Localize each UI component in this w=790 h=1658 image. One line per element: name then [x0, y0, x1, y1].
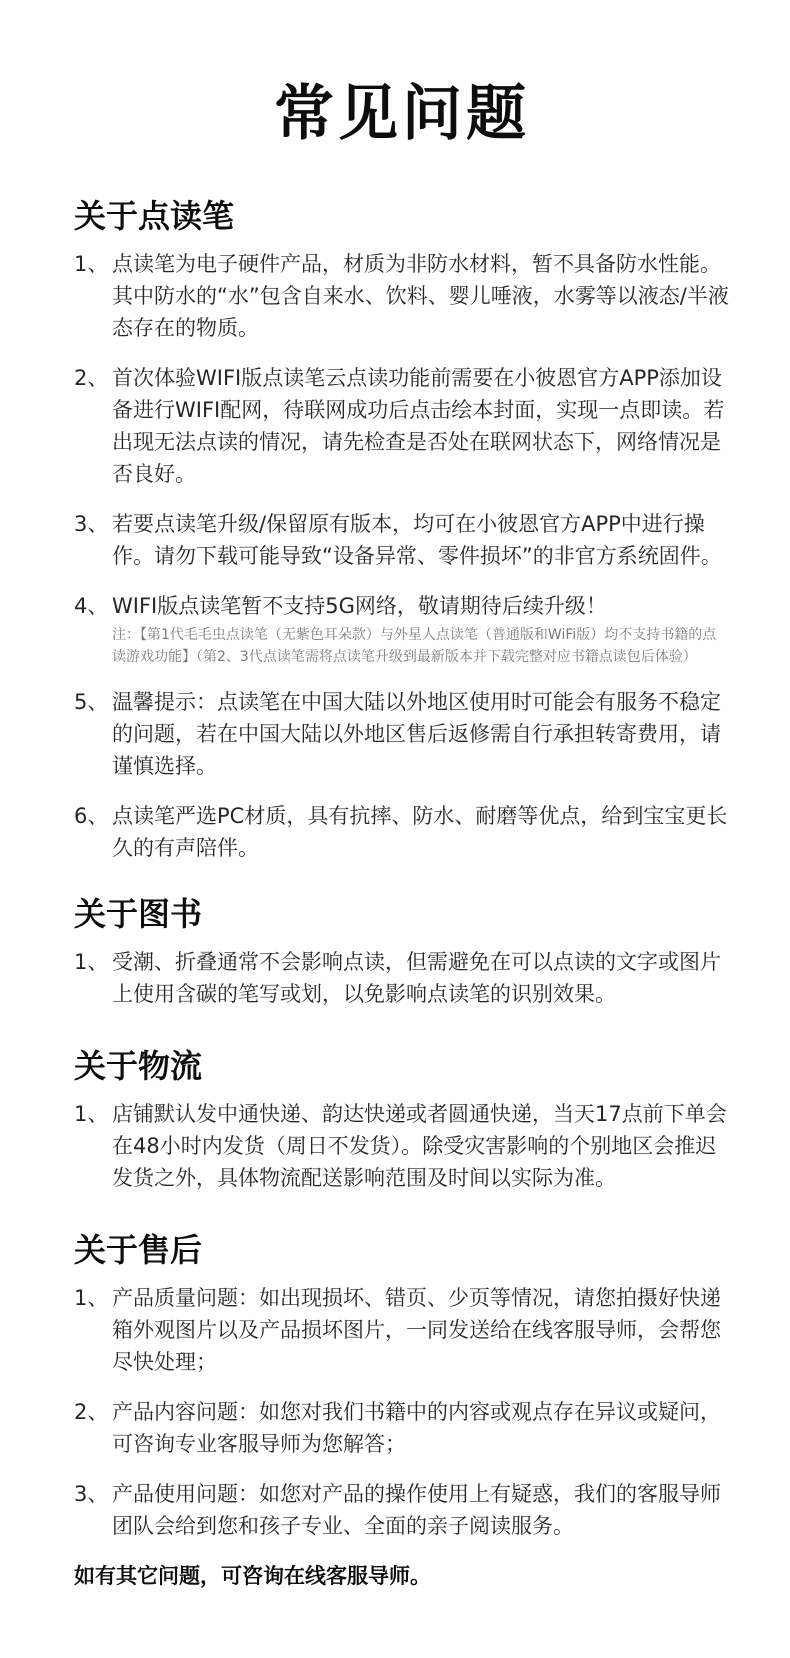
- list-item: [74, 800, 730, 864]
- item-number: 1、: [74, 1102, 109, 1126]
- list-item: [74, 1396, 730, 1460]
- item-number: 5、: [74, 690, 109, 714]
- faq-list: [74, 946, 730, 1010]
- item-text: WIFI版点读笔暂不支持5G网络，敬请期待后续升级！: [112, 594, 607, 618]
- spacer: [74, 882, 730, 896]
- list-item: [74, 1098, 730, 1194]
- item-number: 2、: [74, 1400, 109, 1424]
- list-item: [74, 946, 730, 1010]
- item-text: 店铺默认发中通快递、韵达快递或者圆通快递，当天17点前下单会在48小时内发货（周日不发货）。除受灾害影响的个别地区会推迟发货之外，具体物流配送影响范围及时间以实际为准。: [112, 1102, 727, 1190]
- list-item: [74, 508, 730, 572]
- item-number: 2、: [74, 366, 109, 390]
- item-number: 4、: [74, 594, 109, 618]
- item-text: 首次体验WIFI版点读笔云点读功能前需要在小彼恩官方APP添加设备进行WIFI配网，待联网成功后点击绘本封面，实现一点即读。若出现无法点读的情况，请先检查是否处在联网状态下，网络情况是否良好。: [112, 366, 725, 486]
- item-text: 温馨提示：点读笔在中国大陆以外地区使用时可能会有服务不稳定的问题，若在中国大陆以外地区售后返修需自行承担转寄费用，请谨慎选择。: [112, 690, 721, 778]
- list-item: [74, 362, 730, 490]
- section-title: 关于点读笔: [74, 197, 235, 235]
- item-number: 1、: [74, 252, 109, 276]
- item-text: 若要点读笔升级/保留原有版本，均可在小彼恩官方APP中进行操作。请勿下载可能导致“设备异常、零件损坏”的非官方系统固件。: [112, 512, 722, 568]
- item-text: 点读笔为电子硬件产品，材质为非防水材料，暂不具备防水性能。其中防水的“水”包含自来水、饮料、婴儿唾液，水雾等以液态/半液态存在的物质。: [112, 252, 729, 340]
- list-item: [74, 248, 730, 344]
- list-item: [74, 686, 730, 782]
- item-text: 产品使用问题：如您对产品的操作使用上有疑惑，我们的客服导师团队会给到您和孩子专业、全面的亲子阅读服务。: [112, 1482, 721, 1538]
- item-text: 产品内容问题：如您对我们书籍中的内容或观点存在异议或疑问，可咨询专业客服导师为您解答；: [112, 1400, 721, 1456]
- faq-list: [74, 248, 730, 864]
- spacer: [74, 1028, 730, 1048]
- section-books: [74, 896, 730, 1010]
- section-title: 关于物流: [74, 1047, 203, 1085]
- closing-note: 如有其它问题，可咨询在线客服导师。: [74, 1564, 431, 1588]
- section-logistics: [74, 1048, 730, 1194]
- page-title: 常见问题: [274, 79, 530, 149]
- item-text: 产品质量问题：如出现损坏、错页、少页等情况，请您拍摄好快递箱外观图片以及产品损坏图片，一同发送给在线客服导师，会帮您尽快处理；: [112, 1286, 721, 1374]
- item-text: 受潮、折叠通常不会影响点读，但需避免在可以点读的文字或图片上使用含碳的笔写或划，以免影响点读笔的识别效果。: [112, 950, 721, 1006]
- item-number: 1、: [74, 1286, 109, 1310]
- list-item: [74, 590, 730, 668]
- item-number: 1、: [74, 950, 109, 974]
- spacer: [74, 1212, 730, 1232]
- item-number: 3、: [74, 512, 109, 536]
- item-number: 3、: [74, 1482, 109, 1506]
- section-pen: [74, 198, 730, 864]
- section-title: 关于图书: [74, 895, 203, 933]
- list-item: [74, 1282, 730, 1378]
- item-note: 注：【第1代毛毛虫点读笔（无紫色耳朵款）与外星人点读笔（普通版和WiFi版）均不支持书籍的点读游戏功能】（第2、3代点读笔需将点读笔升级到最新版本并下载完整对应书籍点读包后体验）: [112, 627, 717, 665]
- section-after-sales: [74, 1232, 730, 1542]
- item-body: [112, 590, 730, 668]
- list-item: [74, 1478, 730, 1542]
- faq-list: [74, 1098, 730, 1194]
- item-text: 点读笔严选PC材质，具有抗摔、防水、耐磨等优点，给到宝宝更长久的有声陪伴。: [112, 804, 728, 860]
- item-number: 6、: [74, 804, 109, 828]
- faq-list: [74, 1282, 730, 1542]
- section-title: 关于售后: [74, 1231, 203, 1269]
